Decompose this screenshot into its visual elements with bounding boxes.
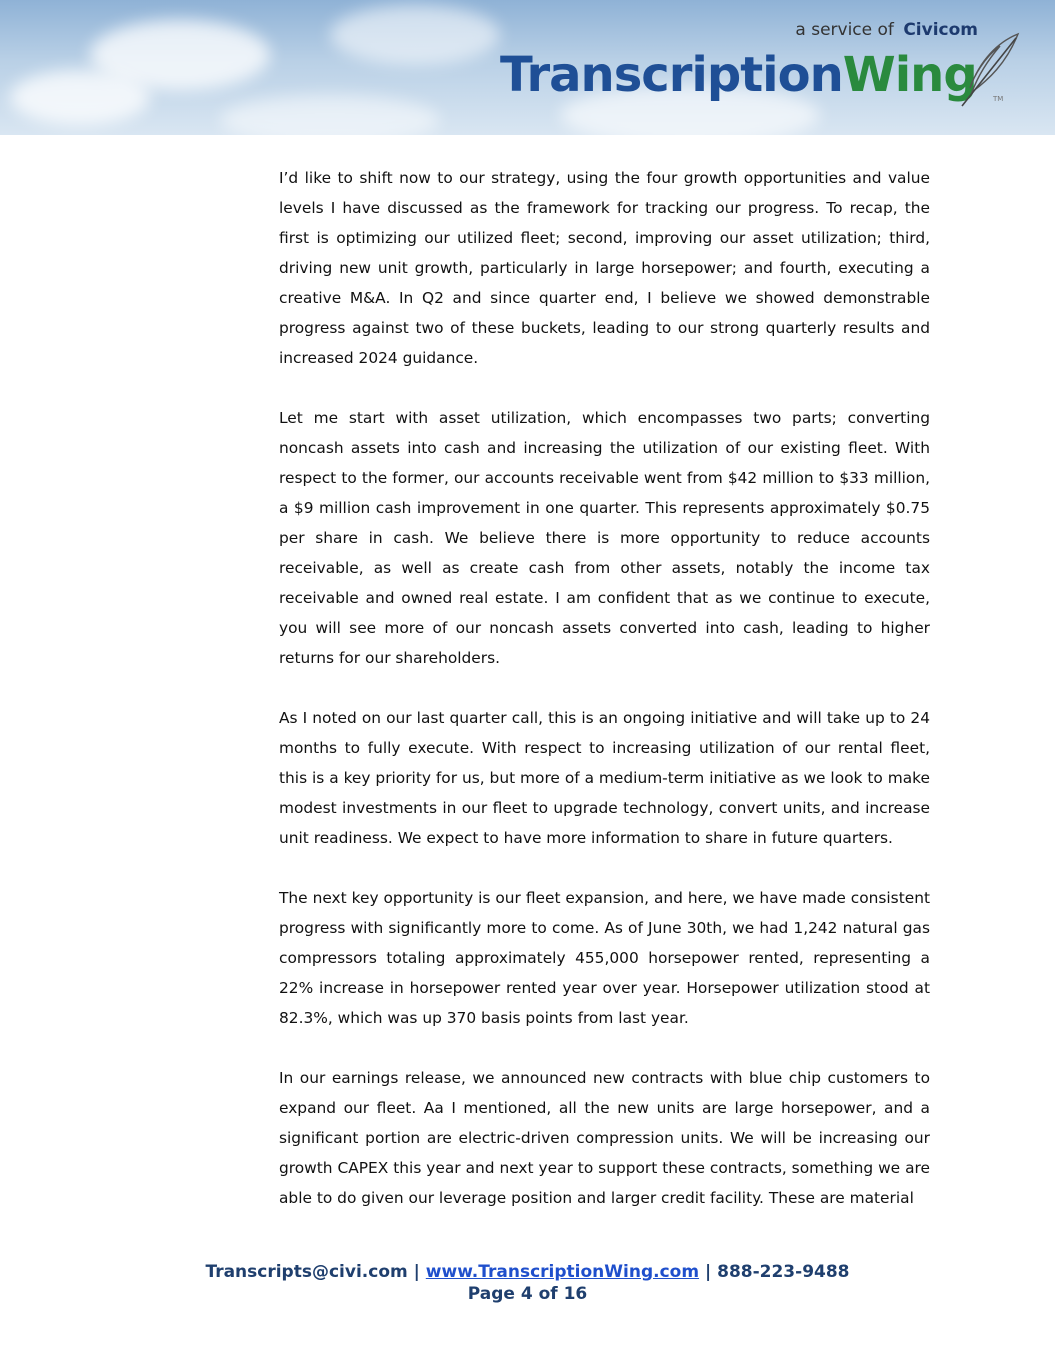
- paragraph: I’d like to shift now to our strategy, using the four growth opportunities and value levels I have discussed as the framework for tracking our progress. To recap, the first is optimizing our utilized fleet; second, improving our asset utilization; third, driving new unit growth, particularly in large horsepower; and fourth, executing a creative M&A. In Q2 and since quarter end, I believe we showed demonstrable progress against two of these buckets, leading to our strong quarterly results and increased 2024 guidance.: [279, 169, 930, 367]
- logo-part-wing: Wing: [842, 47, 977, 103]
- transcript-body: [279, 163, 930, 1243]
- cloud-decoration: [330, 5, 500, 65]
- paragraph: Let me start with asset utilization, which encompasses two parts; converting noncash assets into cash and increasing the utilization of our existing fleet. With respect to the former, our accounts receivable went from $42 million to $33 million, a $9 million cash improvement in one quarter. This represents approximately $0.75 per share in cash. We believe there is more opportunity to reduce accounts receivable, as well as create cash from other assets, notably the income tax receivable and owned real estate. I am confident that as we continue to execute, you will see more of our noncash assets converted into cash, leading to higher returns for our shareholders.: [279, 409, 930, 667]
- contact-line: [0, 1261, 1055, 1283]
- contact-email: Transcripts@civi.com: [205, 1262, 408, 1282]
- transcriptionwing-logo: [500, 45, 977, 105]
- cloud-decoration: [10, 70, 150, 125]
- footer-separator: |: [413, 1262, 420, 1282]
- service-prefix: a service of: [795, 20, 894, 40]
- paragraph: The next key opportunity is our fleet expansion, and here, we have made consistent progress with significantly more to come. As of June 30th, we had 1,242 natural gas compressors totaling approximately 455,000 horsepower rented, representing a 22% increase in horsepower rented year over year. Horsepower utilization stood at 82.3%, which was up 370 basis points from last year.: [279, 889, 930, 1027]
- cloud-decoration: [220, 95, 440, 135]
- page-footer: [0, 1261, 1055, 1305]
- header-banner: [0, 0, 1055, 135]
- logo-part-transcription: Transcription: [500, 47, 843, 103]
- contact-phone: 888-223-9488: [717, 1262, 850, 1282]
- footer-separator: |: [704, 1262, 712, 1282]
- trademark-mark: TM: [993, 95, 1004, 103]
- paragraph: In our earnings release, we announced new contracts with blue chip customers to expand our fleet. Aa I mentioned, all the new units are large horsepower, and a significant portion are electric-driven compression units. We will be increasing our growth CAPEX this year and next year to support these contracts, something we are able to do given our leverage position and larger credit facility. These are material: [279, 1069, 930, 1207]
- website-link[interactable]: www.TranscriptionWing.com: [425, 1262, 700, 1282]
- paragraph: As I noted on our last quarter call, this is an ongoing initiative and will take up to 24 months to fully execute. With respect to increasing utilization of our rental fleet, this is a key priority for us, but more of a medium-term initiative as we look to make modest investments in our fleet to upgrade technology, convert units, and increase unit readiness. We expect to have more information to share in future quarters.: [279, 709, 930, 847]
- page-number: Page 4 of 16: [467, 1284, 588, 1304]
- feather-quill-icon: [950, 30, 1025, 110]
- civicom-brand: Civicom: [903, 20, 978, 40]
